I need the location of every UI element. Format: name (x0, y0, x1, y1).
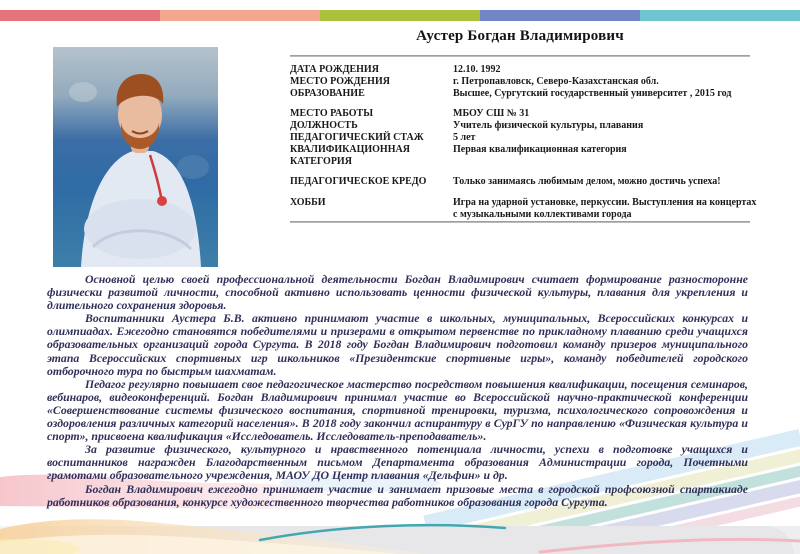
info-value: Высшее, Сургутский государственный университет , 2015 год (453, 88, 732, 99)
info-group-personal (290, 64, 762, 100)
info-group-hobby (290, 197, 762, 221)
info-label: КВАЛИФИКАЦИОННАЯ КАТЕГОРИЯ (290, 144, 410, 167)
info-value: 12.10. 1992 (453, 64, 501, 75)
info-value: МБОУ СШ № 31 (453, 108, 530, 119)
info-value: Учитель физической культуры, плавания (453, 120, 644, 131)
biography-paragraph: Педагог регулярно повышает свое педагогическое мастерство посредством повышения квалификации, посещения семинаров, вебинаров, видеоконференций. Богдан Владимирович принимал участие во Всероссийской научно-практической конференции «Совершенствование системы физического воспитания, спортивной тренировки, туризма, психологического сопровождения и оздоровления различных категорий населения». В 2018 году закончил аспирантуру в СурГУ по направлению «Физическая культура и спорт», присвоена квалификация «Исследователь. Исследователь-преподаватель». (47, 376, 748, 444)
biography-paragraph: За развитие физического, культурного и нравственного потенциала личности, успехи в подготовке учащихся и воспитанников награжден Благодарственным письмом Департамента образования Администрации города, Почетными грамотами образовательного учреждения, МАОУ ДО Центр плавания «Дельфин» и др. (47, 442, 748, 483)
band-segment (480, 10, 640, 21)
info-label: ОБРАЗОВАНИЕ (290, 88, 365, 99)
info-label: ДОЛЖНОСТЬ (290, 120, 358, 131)
info-row (290, 76, 762, 88)
info-label: МЕСТО РАБОТЫ (290, 108, 374, 119)
band-segment (0, 10, 160, 21)
info-label: ХОББИ (290, 197, 326, 208)
info-group-credo (290, 176, 762, 188)
info-row (290, 108, 762, 120)
page-title: Аустер Богдан Владимирович (416, 28, 624, 44)
band-segment (640, 10, 800, 21)
biography-paragraph: Воспитанники Аустера Б.В. активно принимают участие в школьных, муниципальных, Всероссийских конкурсах и олимпиадах. Ежегодно становятся победителями и призерами в открытом первенстве по прикладному плаванию среди учащихся образовательных организаций города Сургута. В 2018 году Богдан Владимирович подготовил команду призеров муниципального этапа Всероссийских спортивных игр школьников «Президентские спортивные игры», команду победителей городского отборочного тура по быстрым шахматам. (47, 311, 748, 378)
info-row (290, 64, 762, 76)
info-label: ПЕДАГОГИЧЕСКОЕ КРЕДО (290, 176, 427, 187)
info-value: Только занимаясь любимым делом, можно достичь успеха! (453, 176, 721, 187)
band-segment (320, 10, 480, 21)
title-divider (290, 55, 750, 57)
info-value: г. Петропавловск, Северо-Казахстанская обл. (453, 76, 659, 87)
info-row (290, 197, 762, 221)
info-row (290, 120, 762, 132)
biography-paragraph: Основной целью своей профессиональной деятельности Богдан Владимирович считает формирование разносторонне физически развитой личности, способной активно использовать ценности физической культуры, плавания для укрепления и длительного сохранения здоровья. (47, 272, 748, 313)
top-color-band (0, 10, 800, 21)
info-value: Игра на ударной установке, перкуссии. Выступления на концертах с музыкальными коллективами города (453, 197, 757, 220)
info-label: ПЕДАГОГИЧЕСКИЙ СТАЖ (290, 132, 424, 143)
portrait-photo (53, 47, 218, 267)
info-row (290, 144, 762, 168)
info-value: 5 лет (453, 132, 476, 143)
info-row (290, 132, 762, 144)
info-table (290, 64, 762, 229)
biography-paragraph: Богдан Владимирович ежегодно принимает участие и занимает призовые места в городской профсоюзной спартакиаде работников образования, конкурсе художественного творчества работников образования города Сургута. (47, 481, 748, 509)
info-value: Первая квалификационная категория (453, 144, 627, 155)
info-row (290, 176, 762, 188)
info-label: ДАТА РОЖДЕНИЯ (290, 64, 379, 75)
info-row (290, 88, 762, 100)
info-group-work (290, 108, 762, 168)
band-segment (160, 10, 320, 21)
biography (47, 273, 748, 509)
info-label: МЕСТО РОЖДЕНИЯ (290, 76, 390, 87)
